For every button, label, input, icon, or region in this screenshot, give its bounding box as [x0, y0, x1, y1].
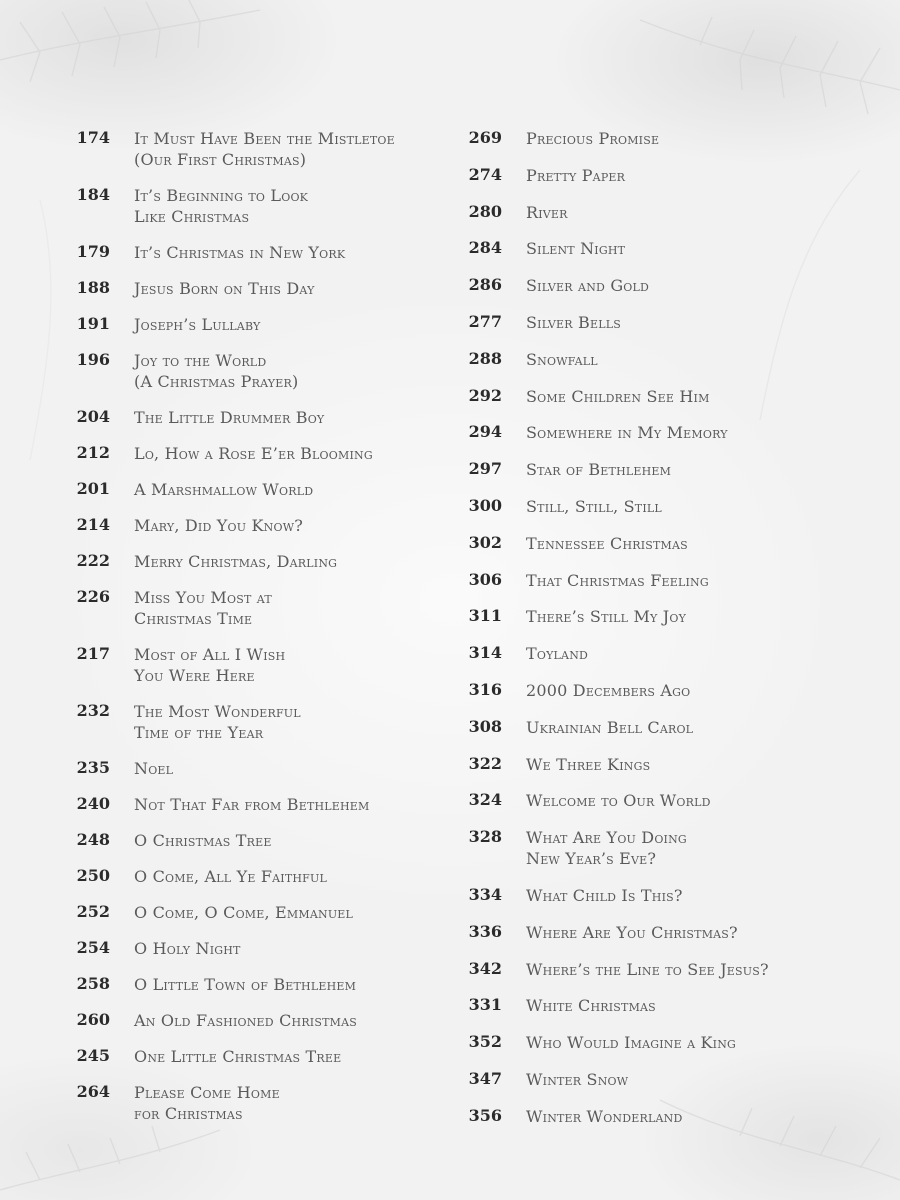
toc-page-number: 232: [76, 701, 110, 720]
toc-page-number: 184: [76, 185, 110, 204]
toc-title-line: It’s Christmas in New York: [134, 243, 346, 262]
toc-song-title: [526, 922, 738, 943]
toc-title-line: Jesus Born on This Day: [134, 279, 315, 298]
toc-page-number: 222: [76, 551, 110, 570]
toc-title-line: One Little Christmas Tree: [134, 1047, 342, 1066]
toc-page-number: 292: [468, 385, 502, 405]
toc-page-number: 288: [468, 348, 502, 368]
toc-page-number: 204: [76, 407, 110, 426]
toc-song-title: [526, 128, 659, 149]
toc-title-line: Miss You Most at: [134, 588, 272, 607]
toc-title-line: Merry Christmas, Darling: [134, 552, 338, 571]
toc-column-right: [452, 128, 852, 1143]
toc-song-title: [526, 885, 683, 906]
toc-title-line: What Are You Doing: [526, 828, 687, 848]
toc-entry[interactable]: [452, 349, 852, 370]
toc-title-line: Where’s the Line to See Jesus?: [526, 959, 769, 979]
toc-title-line: It’s Beginning to Look: [134, 186, 309, 205]
toc-page-number: 254: [76, 938, 110, 957]
toc-title-line: for Christmas: [134, 1104, 243, 1123]
toc-song-title: [134, 314, 261, 335]
toc-page-number: 280: [468, 201, 502, 221]
toc-title-line: An Old Fashioned Christmas: [134, 1011, 357, 1030]
toc-title-line: Tennessee Christmas: [526, 533, 688, 553]
toc-title-line: What Child Is This?: [526, 885, 683, 905]
toc-title-line: Silver Bells: [526, 312, 621, 332]
toc-song-title: [526, 790, 711, 811]
toc-page-number: 300: [468, 495, 502, 515]
toc-entry[interactable]: [452, 1032, 852, 1053]
toc-title-line: Most of All I Wish: [134, 645, 286, 664]
toc-page-number: 336: [468, 921, 502, 941]
toc-title-line: O Come, All Ye Faithful: [134, 867, 327, 886]
toc-song-title: [134, 1046, 341, 1067]
toc-entry[interactable]: [452, 885, 852, 906]
toc-song-title: [526, 1032, 736, 1053]
toc-page-number: 277: [468, 311, 502, 331]
toc-title-line: Mary, Did You Know?: [134, 516, 304, 535]
toc-entry[interactable]: [452, 717, 852, 738]
toc-entry[interactable]: [452, 959, 852, 980]
toc-page-number: 334: [468, 884, 502, 904]
toc-title-line: Ukrainian Bell Carol: [526, 717, 694, 737]
toc-title-line: Like Christmas: [134, 207, 250, 226]
toc-entry[interactable]: [452, 1106, 852, 1127]
toc-title-line: Lo, How a Rose E’er Blooming: [134, 444, 373, 463]
toc-page-number: 269: [468, 128, 502, 147]
toc-song-title: [526, 995, 656, 1016]
toc-title-line: Time of the Year: [134, 723, 264, 742]
toc-title-line: Where Are You Christmas?: [526, 922, 738, 942]
toc-entry[interactable]: [60, 128, 440, 170]
toc-title-line: O Little Town of Bethlehem: [134, 975, 357, 994]
toc-song-title: [526, 1106, 682, 1127]
toc-title-line: It Must Have Been the Mistletoe: [134, 129, 395, 148]
toc-song-title: [526, 312, 621, 333]
toc-title-line: Not That Far from Bethlehem: [134, 795, 370, 814]
toc-title-line: 2000 Decembers Ago: [526, 680, 691, 700]
toc-song-title: [526, 1069, 628, 1090]
toc-page-number: 240: [76, 794, 110, 813]
toc-entry[interactable]: [452, 680, 852, 701]
toc-song-title: [134, 278, 315, 299]
toc-page-number: 284: [468, 238, 502, 258]
toc-song-title: [134, 938, 241, 959]
toc-page-number: 179: [76, 242, 110, 261]
toc-title-line: Some Children See Him: [526, 386, 710, 406]
toc-song-title: [526, 717, 693, 738]
toc-page-number: 322: [468, 753, 502, 773]
toc-page-number: 245: [76, 1046, 110, 1065]
toc-entry[interactable]: [452, 1069, 852, 1090]
toc-title-line: Star of Bethlehem: [526, 460, 672, 480]
toc-entry[interactable]: [452, 754, 852, 775]
toc-entry[interactable]: [452, 827, 852, 869]
toc-entry[interactable]: [60, 314, 440, 335]
toc-page-number: 302: [468, 532, 502, 552]
toc-song-title: [526, 570, 709, 591]
toc-entry[interactable]: [60, 242, 440, 263]
toc-entry[interactable]: [452, 995, 852, 1016]
toc-page-number: 235: [76, 758, 110, 777]
toc-song-title: [134, 902, 353, 923]
toc-title-line: Joseph’s Lullaby: [134, 315, 261, 334]
toc-title-line: Winter Wonderland: [526, 1106, 683, 1126]
toc-song-title: [134, 128, 395, 170]
toc-page-number: 260: [76, 1010, 110, 1029]
toc-entry[interactable]: [452, 643, 852, 664]
toc-entry[interactable]: [60, 278, 440, 299]
toc-title-line: A Marshmallow World: [134, 480, 314, 499]
toc-entry[interactable]: [60, 407, 440, 428]
toc-song-title: [134, 830, 272, 851]
toc-entry[interactable]: [60, 1046, 440, 1067]
toc-page-number: 191: [76, 314, 110, 333]
toc-song-title: [134, 587, 272, 629]
toc-song-title: [526, 643, 588, 664]
toc-title-line: Who Would Imagine a King: [526, 1033, 737, 1053]
toc-page-number: 258: [76, 974, 110, 993]
toc-page-number: 324: [468, 790, 502, 810]
toc-page-number: 252: [76, 902, 110, 921]
toc-entry[interactable]: [60, 350, 440, 392]
toc-page-number: 311: [468, 606, 502, 626]
toc-title-line: (Our First Christmas): [134, 150, 307, 169]
toc-title-line: Pretty Paper: [526, 165, 626, 185]
toc-title-line: Christmas Time: [134, 609, 253, 628]
toc-entry[interactable]: [452, 165, 852, 186]
toc-song-title: [134, 974, 356, 995]
toc-entry[interactable]: [452, 238, 852, 259]
toc-entry[interactable]: [452, 459, 852, 480]
toc-page-number: 356: [468, 1105, 502, 1125]
toc-page-number: 214: [76, 515, 110, 534]
toc-title-line: New Year’s Eve?: [526, 849, 657, 869]
toc-entry[interactable]: [60, 185, 440, 227]
toc-entry[interactable]: [452, 570, 852, 591]
toc-song-title: [526, 754, 650, 775]
toc-page-number: 274: [468, 164, 502, 184]
toc-entry[interactable]: [60, 1010, 440, 1031]
toc-page-number: 201: [76, 479, 110, 498]
toc-title-line: The Little Drummer Boy: [134, 408, 325, 427]
toc-entry[interactable]: [60, 1082, 440, 1124]
toc-song-title: [526, 496, 662, 517]
toc-song-title: [134, 443, 373, 464]
toc-page-number: 286: [468, 275, 502, 295]
toc-title-line: White Christmas: [526, 996, 656, 1016]
toc-song-title: [526, 238, 625, 259]
toc-song-title: [134, 407, 324, 428]
toc-song-title: [134, 1010, 357, 1031]
toc-song-title: [134, 350, 298, 392]
toc-entry[interactable]: [452, 422, 852, 443]
toc-page-number: 196: [76, 350, 110, 369]
toc-song-title: [134, 644, 285, 686]
toc-title-line: O Come, O Come, Emmanuel: [134, 903, 354, 922]
toc-song-title: [134, 242, 345, 263]
toc-song-title: [526, 165, 625, 186]
toc-song-title: [134, 515, 303, 536]
toc-entry[interactable]: [452, 202, 852, 223]
toc-page-number: 212: [76, 443, 110, 462]
toc-title-line: The Most Wonderful: [134, 702, 301, 721]
toc-song-title: [526, 533, 688, 554]
toc-title-line: Winter Snow: [526, 1069, 629, 1089]
toc-title-line: There’s Still My Joy: [526, 607, 687, 627]
toc-title-line: O Holy Night: [134, 939, 241, 958]
toc-title-line: That Christmas Feeling: [526, 570, 709, 590]
toc-song-title: [134, 185, 308, 227]
toc-song-title: [526, 202, 568, 223]
toc-title-line: O Christmas Tree: [134, 831, 272, 850]
toc-page-number: 248: [76, 830, 110, 849]
toc-page-number: 250: [76, 866, 110, 885]
toc-page-number: 217: [76, 644, 110, 663]
toc-page-number: 347: [468, 1068, 502, 1088]
toc-title-line: River: [526, 202, 568, 222]
toc-song-title: [526, 827, 687, 869]
toc-entry[interactable]: [60, 551, 440, 572]
toc-entry[interactable]: [452, 606, 852, 627]
toc-page-number: 342: [468, 958, 502, 978]
toc-title-line: Please Come Home: [134, 1083, 280, 1102]
toc-entry[interactable]: [60, 479, 440, 500]
toc-page-number: 297: [468, 459, 502, 479]
toc-entry[interactable]: [60, 794, 440, 815]
toc-title-line: Snowfall: [526, 349, 598, 369]
toc-title-line: (A Christmas Prayer): [134, 372, 299, 391]
toc-entry[interactable]: [60, 830, 440, 851]
toc-entry[interactable]: [60, 974, 440, 995]
toc-title-line: Precious Promise: [526, 129, 660, 148]
toc-song-title: [526, 349, 598, 370]
toc-page-number: 264: [76, 1082, 110, 1101]
toc-column-left: [60, 128, 440, 1139]
toc-entry[interactable]: [452, 922, 852, 943]
toc-entry[interactable]: [60, 902, 440, 923]
toc-entry[interactable]: [60, 701, 440, 743]
toc-page-number: 352: [468, 1032, 502, 1052]
toc-title-line: Somewhere in My Memory: [526, 423, 728, 443]
toc-page-number: 314: [468, 643, 502, 663]
toc-page-number: 306: [468, 569, 502, 589]
toc-title-line: Welcome to Our World: [526, 791, 711, 811]
toc-song-title: [526, 275, 649, 296]
toc-entry[interactable]: [60, 866, 440, 887]
toc-song-title: [134, 551, 337, 572]
toc-song-title: [526, 606, 686, 627]
toc-title-line: We Three Kings: [526, 754, 651, 774]
toc-song-title: [134, 479, 313, 500]
toc-title-line: Joy to the World: [134, 351, 267, 370]
toc-song-title: [526, 959, 769, 980]
toc-page-number: 294: [468, 422, 502, 442]
toc-entry[interactable]: [452, 275, 852, 296]
toc-page-number: 331: [468, 995, 502, 1015]
toc-song-title: [526, 680, 690, 701]
toc-page-number: 226: [76, 587, 110, 606]
toc-entry[interactable]: [452, 312, 852, 333]
toc-title-line: Noel: [134, 759, 174, 778]
toc-entry[interactable]: [452, 790, 852, 811]
toc-entry[interactable]: [60, 443, 440, 464]
toc-entry[interactable]: [60, 515, 440, 536]
toc-title-line: Toyland: [526, 644, 589, 664]
toc-song-title: [134, 866, 327, 887]
toc-song-title: [526, 422, 728, 443]
toc-title-line: You Were Here: [134, 666, 255, 685]
toc-song-title: [134, 758, 173, 779]
toc-page-number: 308: [468, 716, 502, 736]
toc-entry[interactable]: [452, 496, 852, 517]
toc-entry[interactable]: [60, 938, 440, 959]
toc-page-number: 188: [76, 278, 110, 297]
toc-song-title: [526, 386, 710, 407]
toc-title-line: Silver and Gold: [526, 276, 650, 296]
toc-page-number: 316: [468, 679, 502, 699]
toc-entry[interactable]: [60, 587, 440, 629]
toc-page-number: 174: [76, 128, 110, 147]
toc-song-title: [526, 459, 671, 480]
toc-entry[interactable]: [452, 386, 852, 407]
toc-entry[interactable]: [60, 644, 440, 686]
toc-title-line: Silent Night: [526, 239, 626, 259]
toc-entry[interactable]: [452, 128, 852, 149]
toc-title-line: Still, Still, Still: [526, 496, 662, 516]
toc-song-title: [134, 701, 301, 743]
toc-song-title: [134, 794, 370, 815]
toc-entry[interactable]: [60, 758, 440, 779]
toc-song-title: [134, 1082, 280, 1124]
toc-page-number: 328: [468, 827, 502, 847]
toc-entry[interactable]: [452, 533, 852, 554]
